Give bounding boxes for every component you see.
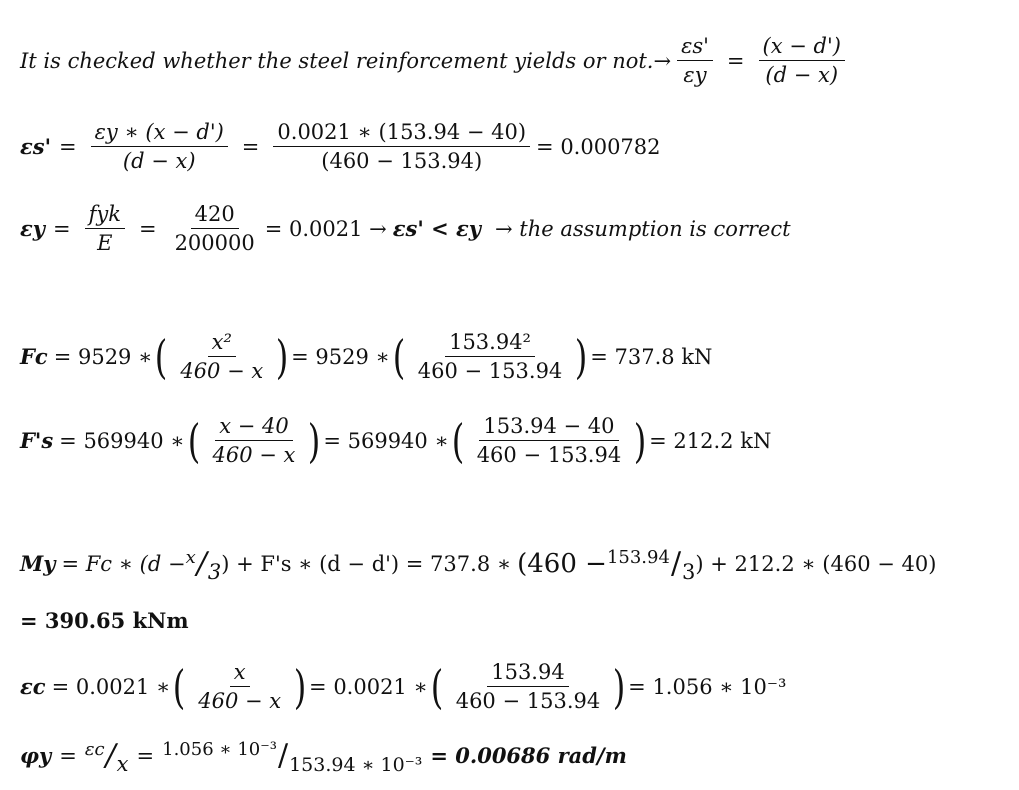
steel-strain-symbol: εs' — [20, 134, 52, 159]
yield-strain-symbol: εy — [20, 216, 45, 241]
moment-symbol: My — [20, 551, 56, 576]
intro-text: It is checked whether the steel reinforcement yields or not.→ — [20, 48, 672, 73]
steel-strain-formula: $\frac{\varepsilon y ∗ (x - d')}{(d - x)}$ — [91, 120, 228, 173]
concrete-strain-symbol: εc — [20, 674, 46, 699]
steel-force-values: $\frac{153.94 - 40}{460 - 153.94}$ — [476, 414, 622, 467]
intro-ratio-right: $\frac{(x - d')}{(d - x)}$ — [759, 34, 845, 87]
curvature-equation: φy = εc / x = 1.056 ∗ 10⁻³ / 153.94 ∗ 10⁻³ = 0.00686 rad/m — [20, 738, 627, 776]
steel-strain-result: = 0.000782 — [536, 134, 661, 159]
curvature-slash-frac-1: εc / x — [84, 738, 129, 776]
steel-force-formula: $\frac{x - 40}{460 - x}$ — [212, 414, 296, 467]
curvature-symbol: φy — [20, 743, 52, 768]
curvature-result: = 0.00686 rad/m — [430, 743, 627, 768]
moment-slash-frac-1: x / 3 — [185, 546, 222, 584]
concrete-force-equation: Fc = 9529 ∗ ( $\frac{\text{x²}}{460 - x}$ ) = 9529 ∗ ( $\frac{\text{153.94²}}{460 - 153.94}$ ) = 737.8 kN — [20, 329, 713, 384]
intro-ratio-left: $\frac{\varepsilon s'}{\varepsilon y}$ — [677, 34, 713, 87]
yield-strain-formula: $\frac{\text{fyk}}{E}$ — [85, 202, 125, 255]
concrete-force-values: $\frac{\text{153.94²}}{460 - 153.94}$ — [417, 330, 563, 383]
yield-moment-equation: My = Fc ∗ (d − x / 3 ) + F's ∗ (d − d') = 737.8 ∗ (460 − 153.94 / 3 ) + 212.2 ∗ (460 − 40) — [20, 546, 937, 584]
concrete-strain-values: $\frac{153.94}{460 - 153.94}$ — [455, 660, 601, 713]
yield-strain-values: $\frac{420}{200000}$ — [174, 202, 255, 255]
steel-strain-values: $\frac{0.0021 ∗ (153.94 - 40)}{(460 - 153.94)}$ — [273, 120, 530, 173]
strain-comparison: εs' < εy — [392, 216, 481, 241]
yield-strain-equation: εy = $\frac{\text{fyk}}{E}$ = $\frac{420}{200000}$ = 0.0021 → εs' < εy → the assumption is correct — [20, 202, 791, 255]
steel-force-symbol: F's — [20, 428, 54, 453]
concrete-force-formula: $\frac{\text{x²}}{460 - x}$ — [180, 330, 264, 383]
concrete-force-symbol: Fc — [20, 344, 48, 369]
concrete-strain-formula: $\frac{x}{460 - x}$ — [198, 660, 282, 713]
assumption-conclusion: → the assumption is correct — [494, 216, 791, 241]
curvature-slash-frac-2: 1.056 ∗ 10⁻³ / 153.94 ∗ 10⁻³ — [162, 738, 423, 776]
concrete-strain-result: = 1.056 ∗ 10⁻³ — [628, 674, 787, 699]
concrete-force-result: = 737.8 kN — [590, 344, 713, 369]
steel-strain-equation: εs' = $\frac{\varepsilon y ∗ (x - d')}{(d - x)}$ = $\frac{0.0021 ∗ (153.94 - 40)}{(460 - 153.94)}$ = 0.000782 — [20, 120, 661, 173]
steel-force-result: = 212.2 kN — [649, 428, 772, 453]
yield-strain-result: = 0.0021 → — [264, 216, 387, 241]
steel-force-equation: F's = 569940 ∗ ( $\frac{x - 40}{460 - x}$ ) = 569940 ∗ ( $\frac{153.94 - 40}{460 - 153.94}$ ) = 212.2 kN — [20, 413, 772, 468]
moment-result: = 390.65 kNm — [20, 608, 189, 633]
intro-line: It is checked whether the steel reinforcement yields or not.→ $\frac{\varepsilon s'}{\varepsilon y}$ = $\frac{(x - d')}{(d - x)}$ — [20, 34, 851, 87]
moment-slash-frac-2: 153.94 / 3 — [606, 546, 696, 584]
concrete-strain-equation: εc = 0.0021 ∗ ( $\frac{x}{460 - x}$ ) = 0.0021 ∗ ( $\frac{153.94}{460 - 153.94}$ ) = 1.056 ∗ 10⁻³ — [20, 659, 787, 714]
